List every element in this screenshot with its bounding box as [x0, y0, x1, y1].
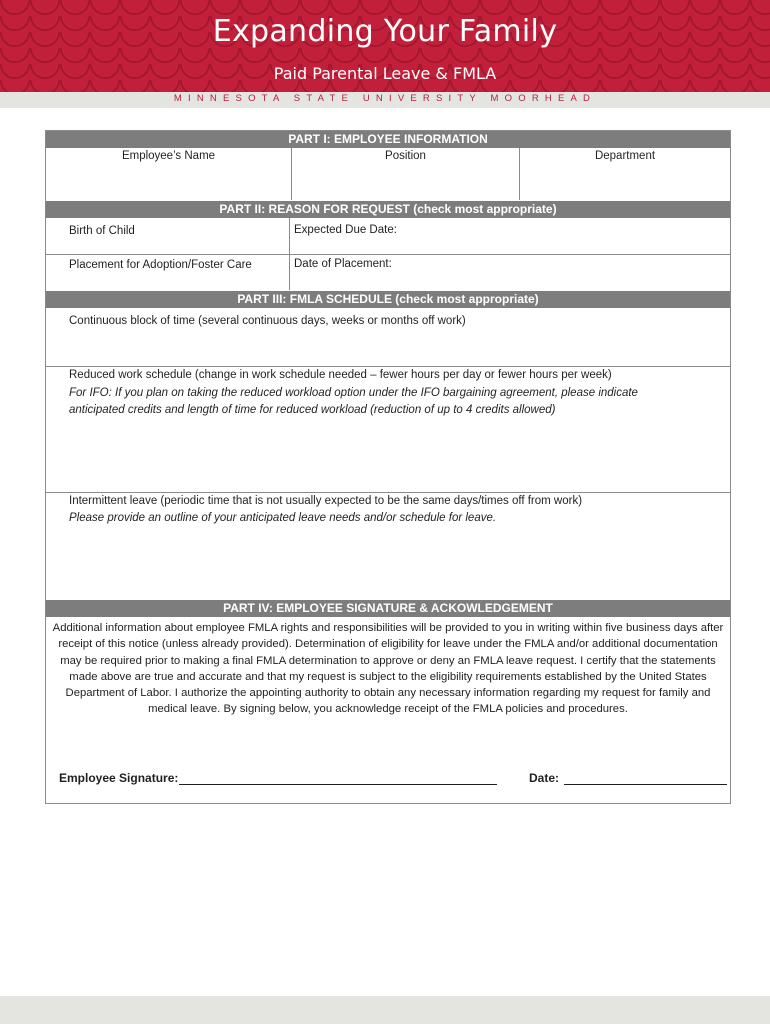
part1-heading: PART I: EMPLOYEE INFORMATION [46, 131, 730, 148]
department-label: Department [594, 150, 656, 162]
ifo-note-line-1: For IFO: If you plan on taking the reduced workload option under the IFO bargaining agreement, please indicate [69, 387, 638, 399]
birth-of-child-option[interactable]: Birth of Child [69, 225, 135, 237]
department-field[interactable] [524, 167, 724, 197]
ifo-note-line-2: anticipated credits and length of time for reduced workload (reduction of up to 4 credits allowed) [69, 404, 556, 416]
position-field[interactable] [296, 167, 514, 197]
employee-name-field[interactable] [52, 167, 287, 197]
part4-heading: PART IV: EMPLOYEE SIGNATURE & ACKOWLEDGEMENT [46, 600, 730, 617]
header-banner [0, 0, 770, 92]
continuous-leave-option[interactable]: Continuous block of time (several continuous days, weeks or months off work) [69, 315, 466, 327]
employee-signature-label: Employee Signature: [59, 771, 179, 785]
footer-bar [0, 996, 770, 1024]
divider [46, 492, 730, 493]
divider [46, 254, 730, 255]
part2-heading: PART II: REASON FOR REQUEST (check most appropriate) [46, 201, 730, 218]
university-bar [0, 92, 770, 108]
date-label: Date: [529, 771, 560, 785]
document-title: Expanding Your Family [212, 14, 558, 49]
placement-option[interactable]: Placement for Adoption/Foster Care [69, 259, 252, 271]
university-name: MINNESOTA STATE UNIVERSITY MOORHEAD [173, 93, 597, 104]
acknowledgement-text: Additional information about employee FMLA rights and responsibilities will be provided to you in writing within five business days after receipt of this notice (unless already provided). Determination of eligibility for leave under the FMLA and/or additional documentation may be required prior to making a final FMLA determination to approve or deny an FMLA leave request. I certify that the statements made above are true and accurate and that my request is subject to the eligibility requirements established by the United States Department of Labor. I authorize the appointing authority to obtain any necessary information regarding my request for family and medical leave. By signing below, you acknowledge receipt of the FMLA policies and procedures. [52, 622, 724, 716]
divider [46, 366, 730, 367]
intermittent-note: Please provide an outline of your anticipated leave needs and/or schedule for leave. [69, 512, 497, 524]
part3-heading: PART III: FMLA SCHEDULE (check most appropriate) [46, 291, 730, 308]
employee-name-label: Employee’s Name [121, 150, 216, 162]
placement-date-label: Date of Placement: [294, 258, 392, 270]
position-label: Position [385, 150, 426, 162]
document-subtitle: Paid Parental Leave & FMLA [273, 64, 497, 83]
employee-signature-line[interactable] [179, 784, 497, 785]
reduced-schedule-option[interactable]: Reduced work schedule (change in work schedule needed – fewer hours per day or fewer hours per week) [69, 369, 612, 381]
fmla-request-form [45, 130, 731, 804]
intermittent-leave-option[interactable]: Intermittent leave (periodic time that is not usually expected to be the same days/times off from work) [69, 495, 583, 507]
date-line[interactable] [564, 784, 727, 785]
expected-due-date-label: Expected Due Date: [294, 224, 397, 236]
